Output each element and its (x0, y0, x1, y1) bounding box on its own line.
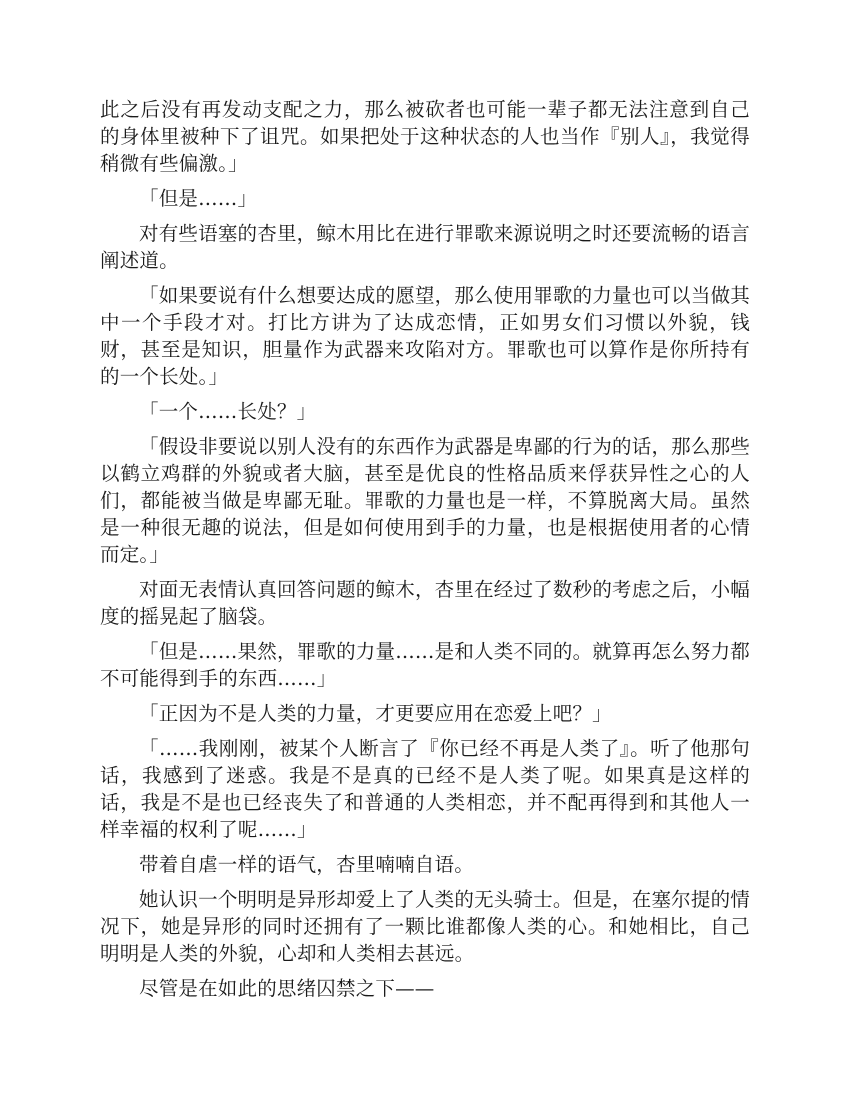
paragraph: 「如果要说有什么想要达成的愿望，那么使用罪歌的力量也可以当做其中一个手段才对。打比方讲为了达成恋情，正如男女们习惯以外貌，钱财，甚至是知识，胆量作为武器来攻陷对方。罪歌也可以算作是你所持有的一个长处。」 (100, 284, 750, 388)
paragraph: 此之后没有再发动支配之力，那么被砍者也可能一辈子都无法注意到自己的身体里被种下了诅咒。如果把处于这种状态的人也当作『别人』，我觉得稍微有些偏激。」 (100, 98, 750, 175)
paragraph: 带着自虐一样的语气，杏里喃喃自语。 (139, 853, 474, 876)
paragraph: 对面无表情认真回答问题的鲸木，杏里在经过了数秒的考虑之后，小幅度的摇晃起了脑袋。 (100, 578, 750, 628)
document-page (100, 96, 750, 1010)
paragraph: 尽管是在如此的思绪囚禁之下—— (139, 977, 435, 1000)
paragraph: 「正因为不是人类的力量，才更要应用在恋爱上吧？」 (139, 702, 612, 725)
paragraph: 对有些语塞的杏里，鲸木用比在进行罪歌来源说明之时还要流畅的语言阐述道。 (100, 222, 750, 272)
paragraph: 「……我刚刚，被某个人断言了『你已经不再是人类了』。听了他那句话，我感到了迷惑。我是不是真的已经不是人类了呢。如果真是这样的话，我是不是也已经丧失了和普通的人类相恋，并不配再得到和其他人一样幸福的权利了呢……」 (100, 737, 750, 841)
paragraph: 她认识一个明明是异形却爱上了人类的无头骑士。但是，在塞尔提的情况下，她是异形的同时还拥有了一颗比谁都像人类的心。和她相比，自己明明是人类的外貌，心却和人类相去甚远。 (100, 888, 750, 965)
paragraph: 「但是……果然，罪歌的力量……是和人类不同的。就算再怎么努力都不可能得到手的东西……」 (100, 640, 750, 690)
paragraph: 「但是……」 (139, 187, 258, 210)
paragraph: 「假设非要说以别人没有的东西作为武器是卑鄙的行为的话，那么那些以鹤立鸡群的外貌或者大脑，甚至是优良的性格品质来俘获异性之心的人们，都能被当做是卑鄙无耻。罪歌的力量也是一样，不算脱离大局。虽然是一种很无趣的说法，但是如何使用到手的力量，也是根据使用者的心情而定。」 (100, 435, 750, 566)
paragraph: 「一个……长处？」 (139, 400, 317, 423)
